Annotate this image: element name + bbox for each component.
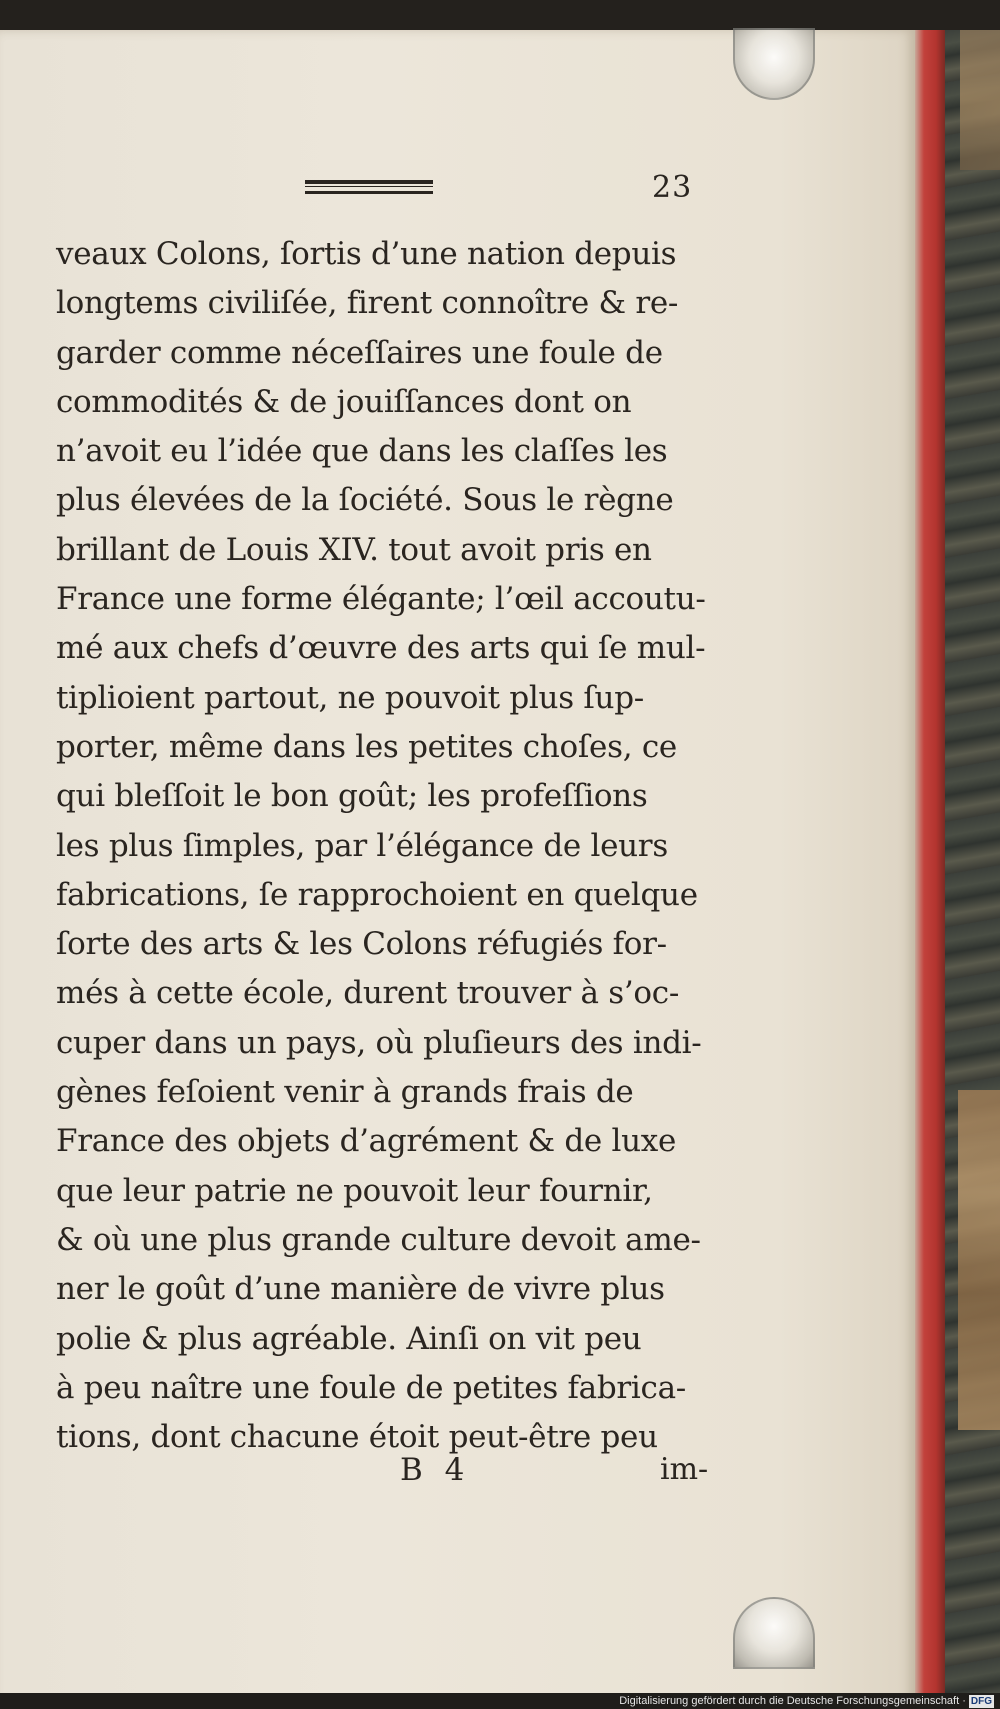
text-line: plus élevées de la ſociété. Sous le règne	[56, 482, 674, 519]
page-number: 23	[652, 170, 693, 205]
text-line: que leur patrie ne pouvoit leur fournir,	[56, 1172, 653, 1209]
text-line: n’avoit eu l’idée que dans les claſſes les	[56, 433, 668, 470]
text-line: mé aux chefs d’œuvre des arts qui ſe mul-	[56, 630, 706, 667]
text-line: à peu naître une foule de petites fabrica-	[56, 1369, 686, 1406]
text-line: cuper dans un pays, où pluſieurs des indi-	[56, 1024, 702, 1061]
text-line: gènes feſoient venir à grands frais de	[56, 1074, 634, 1111]
text-line: les plus ſimples, par l’élégance de leurs	[56, 827, 668, 864]
signature-mark: B 4	[400, 1452, 471, 1488]
header-rule	[305, 180, 433, 194]
text-line: brillant de Louis XIV. tout avoit pris en	[56, 531, 652, 568]
text-line: garder comme néceſſaires une foule de	[56, 334, 663, 371]
text-line: ſorte des arts & les Colons réfugiés for-	[56, 926, 667, 963]
text-line: France des objets d’agrément & de luxe	[56, 1123, 676, 1160]
scan-top-margin	[0, 0, 1000, 32]
page-footer	[0, 1440, 915, 1500]
leather-cover	[945, 30, 1000, 1705]
text-line: qui bleſſoit le bon goût; les profeſſions	[56, 778, 648, 815]
text-line: tions, dont chacune étoit peut-être peu	[56, 1419, 658, 1456]
text-line: polie & plus agréable. Ainſi on vit peu	[56, 1320, 642, 1357]
body-text	[56, 230, 706, 1462]
glass-clamp-icon	[733, 1597, 815, 1669]
text-line: ner le goût d’une manière de vivre plus	[56, 1271, 665, 1308]
red-page-edge	[915, 30, 945, 1705]
credit-text: Digitalisierung gefördert durch die Deutsche Forschungsgemeinschaft ·	[619, 1695, 966, 1707]
credit-bar	[0, 1693, 1000, 1709]
text-line: veaux Colons, ſortis d’une nation depuis	[56, 236, 677, 272]
text-line: France une forme élégante; l’œil accoutu-	[56, 581, 706, 618]
text-line: commodités & de jouiſſances dont on	[56, 383, 632, 420]
digitization-credit	[619, 1693, 994, 1709]
text-line: més à cette école, durent trouver à s’oc-	[56, 975, 679, 1012]
dfg-logo-icon: DFG	[970, 1695, 992, 1707]
text-line: porter, même dans les petites choſes, ce	[56, 728, 677, 765]
cover-wear-bottom	[958, 1090, 1000, 1430]
text-line: longtems civiliſée, firent connoître & re-	[56, 285, 679, 322]
text-line: fabrications, ſe rapprochoient en quelque	[56, 876, 698, 913]
catchword: im-	[660, 1452, 709, 1487]
text-line: & où une plus grande culture devoit ame-	[56, 1221, 701, 1258]
cover-wear-top	[960, 30, 1000, 170]
text-line: tiplioient partout, ne pouvoit plus ſup-	[56, 679, 644, 716]
